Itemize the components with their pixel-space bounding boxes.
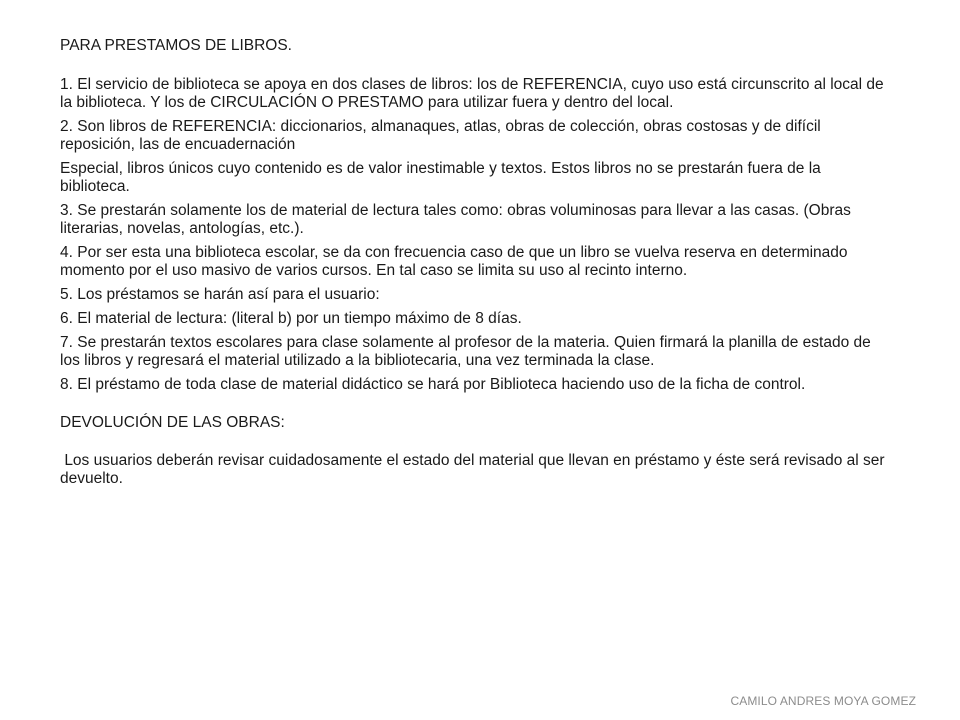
paragraph-6: 6. El material de lectura: (literal b) por un tiempo máximo de 8 días. bbox=[60, 310, 522, 327]
paragraph-2: 2. Son libros de REFERENCIA: diccionarios, almanaques, atlas, obras de colección, obras costosas y de difícil reposición, las de encuadernación bbox=[60, 118, 821, 153]
footer-author: CAMILO ANDRES MOYA GOMEZ bbox=[730, 694, 916, 708]
section-heading-devolucion: DEVOLUCIÓN DE LAS OBRAS: bbox=[60, 414, 285, 431]
slide-body bbox=[60, 37, 888, 494]
devolucion-text: Los usuarios deberán revisar cuidadosamente el estado del material que llevan en préstamo y éste será revisado al ser devuelto. bbox=[60, 452, 889, 487]
paragraph-2-continued: Especial, libros únicos cuyo contenido es de valor inestimable y textos. Estos libros no se prestarán fuera de la biblioteca. bbox=[60, 160, 821, 195]
paragraph-5: 5. Los préstamos se harán así para el usuario: bbox=[60, 286, 380, 303]
paragraph-1: 1. El servicio de biblioteca se apoya en dos clases de libros: los de REFERENCIA, cuyo uso está circunscrito al local de la biblioteca. Y los de CIRCULACIÓN O PRESTAMO para utilizar fuera y dentro del local. bbox=[60, 76, 884, 111]
paragraph-8: 8. El préstamo de toda clase de material didáctico se hará por Biblioteca haciendo uso de la ficha de control. bbox=[60, 376, 806, 393]
page-title: PARA PRESTAMOS DE LIBROS. bbox=[60, 37, 292, 54]
paragraph-4: 4. Por ser esta una biblioteca escolar, se da con frecuencia caso de que un libro se vuelva reserva en determinado momento por el uso masivo de varios cursos. En tal caso se limita su uso al recinto interno. bbox=[60, 244, 848, 279]
paragraph-7: 7. Se prestarán textos escolares para clase solamente al profesor de la materia. Quien firmará la planilla de estado de los libros y regresará el material utilizado a la bibliotecaria, una vez terminada la clase. bbox=[60, 334, 871, 369]
paragraph-3: 3. Se prestarán solamente los de material de lectura tales como: obras voluminosas para llevar a las casas. (Obras literarias, novelas, antologías, etc.). bbox=[60, 202, 851, 237]
